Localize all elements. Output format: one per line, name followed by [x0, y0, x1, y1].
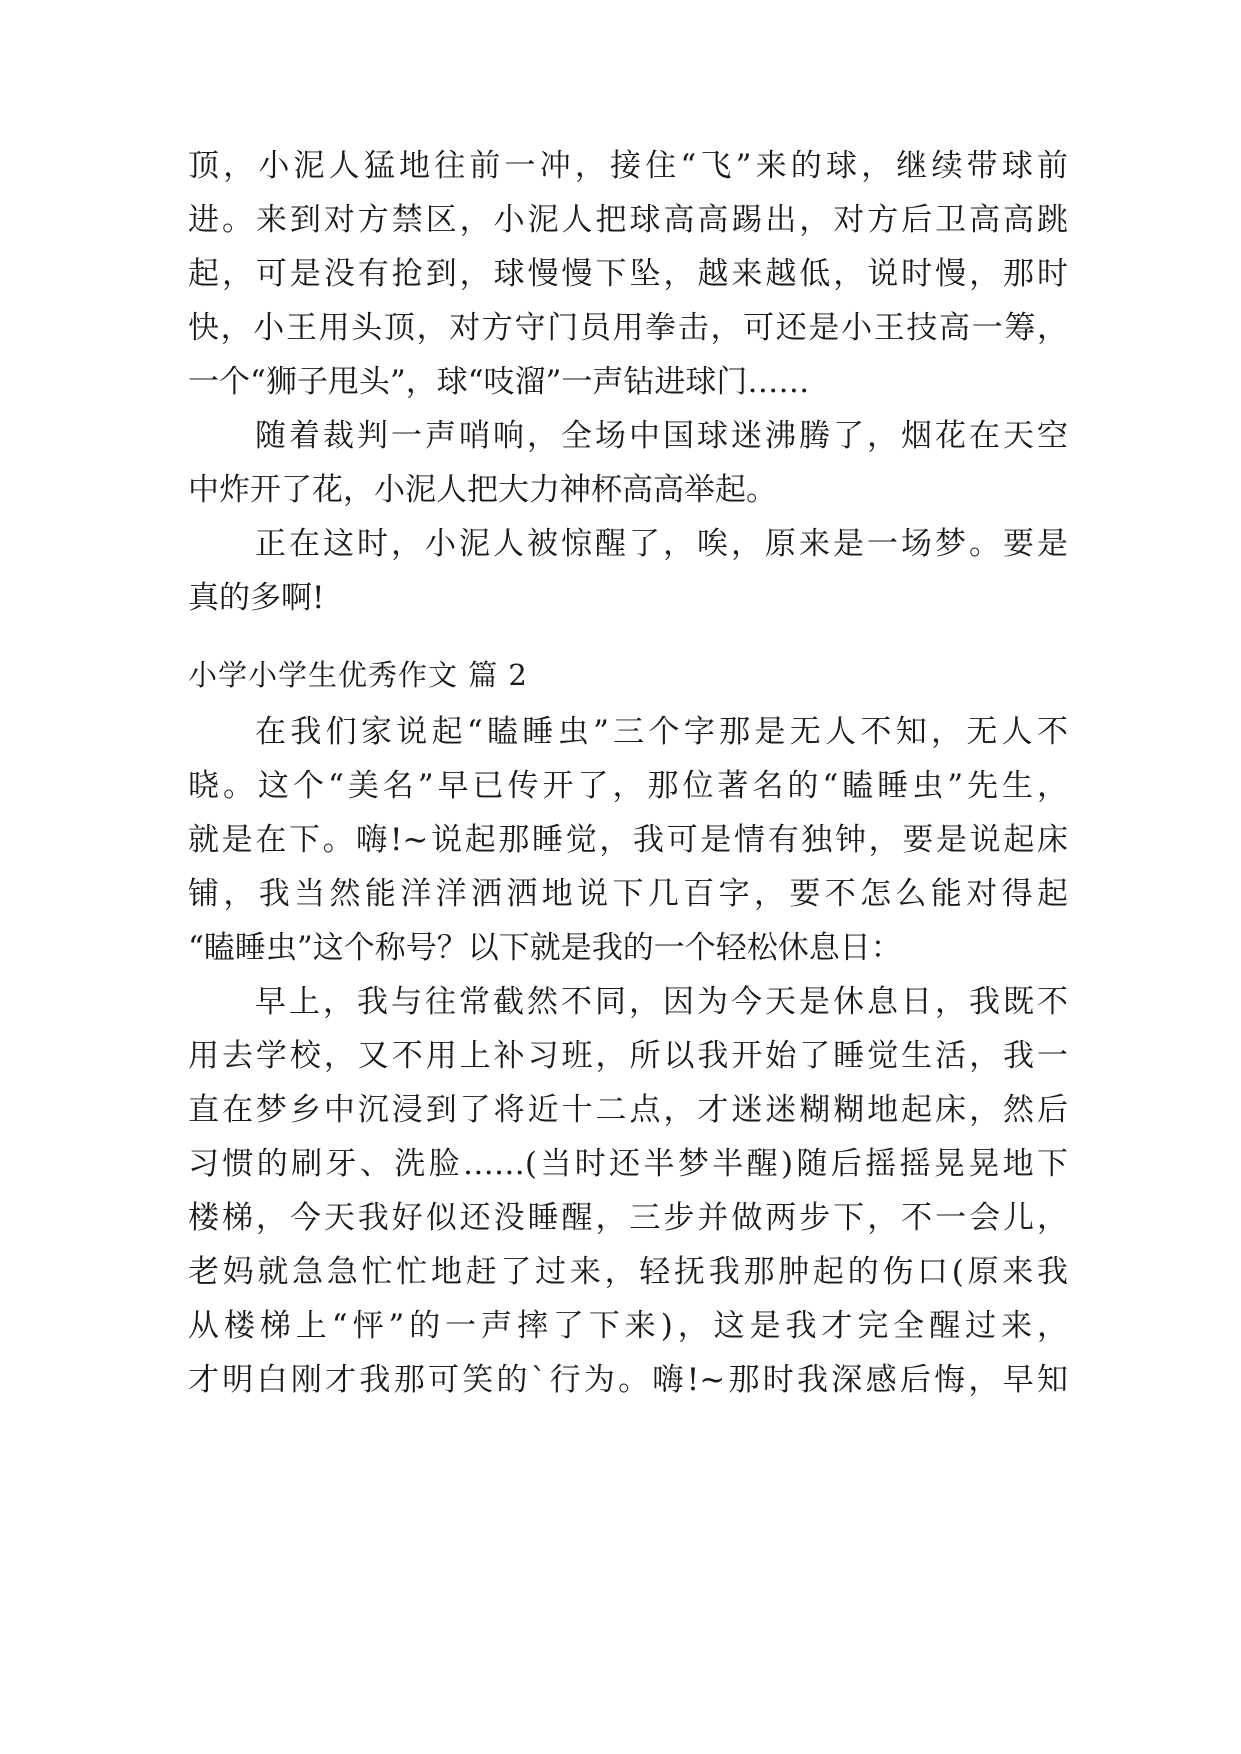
- paragraph-line: 快，小王用头顶，对方守门员用拳击，可还是小王技高一筹，: [188, 310, 1068, 346]
- paragraph-line: 一个“狮子甩头”，球“吱溜”一声钻进球门……: [188, 364, 810, 400]
- paragraph-line: 从楼梯上“怦”的一声摔了下来)，这是我才完全醒过来，: [188, 1308, 1068, 1344]
- paragraph-line: 中炸开了花，小泥人把大力神杯高高举起。: [188, 472, 777, 508]
- paragraph-line: 早上，我与往常截然不同，因为今天是休息日，我既不: [255, 984, 1068, 1020]
- paragraph-line: 直在梦乡中沉浸到了将近十二点，才迷迷糊糊地起床，然后: [188, 1092, 1068, 1128]
- paragraph-line: 用去学校，又不用上补习班，所以我开始了睡觉生活，我一: [188, 1038, 1068, 1074]
- paragraph-line: “瞌睡虫”这个称号？以下就是我的一个轻松休息日：: [188, 930, 902, 966]
- paragraph-line: 顶，小泥人猛地往前一冲，接住“飞”来的球，继续带球前: [188, 148, 1068, 184]
- paragraph-line: 真的多啊!: [188, 580, 325, 616]
- paragraph-line: 老妈就急急忙忙地赶了过来，轻抚我那肿起的伤口(原来我: [188, 1254, 1068, 1290]
- paragraph-line: 晓。这个“美名”早已传开了，那位著名的“瞌睡虫”先生，: [188, 768, 1068, 804]
- paragraph-line: 才明白刚才我那可笑的`行为。嗨!~那时我深感后悔，早知: [188, 1362, 1068, 1398]
- paragraph-line: 习惯的刷牙、洗脸……(当时还半梦半醒)随后摇摇晃晃地下: [188, 1146, 1068, 1182]
- paragraph-line: 在我们家说起“瞌睡虫”三个字那是无人不知，无人不: [255, 714, 1068, 750]
- paragraph-line: 楼梯，今天我好似还没睡醒，三步并做两步下，不一会儿，: [188, 1200, 1068, 1236]
- section-heading: 小学小学生优秀作文 篇 2: [188, 658, 528, 692]
- paragraph-line: 随着裁判一声哨响，全场中国球迷沸腾了，烟花在天空: [255, 418, 1068, 454]
- paragraph-line: 进。来到对方禁区，小泥人把球高高踢出，对方后卫高高跳: [188, 202, 1068, 238]
- paragraph-line: 正在这时，小泥人被惊醒了，唉，原来是一场梦。要是: [255, 526, 1068, 562]
- paragraph-line: 就是在下。嗨!~说起那睡觉，我可是情有独钟，要是说起床: [188, 822, 1068, 858]
- paragraph-line: 起，可是没有抢到，球慢慢下坠，越来越低，说时慢，那时: [188, 256, 1068, 292]
- paragraph-line: 铺，我当然能洋洋洒洒地说下几百字，要不怎么能对得起: [188, 876, 1068, 912]
